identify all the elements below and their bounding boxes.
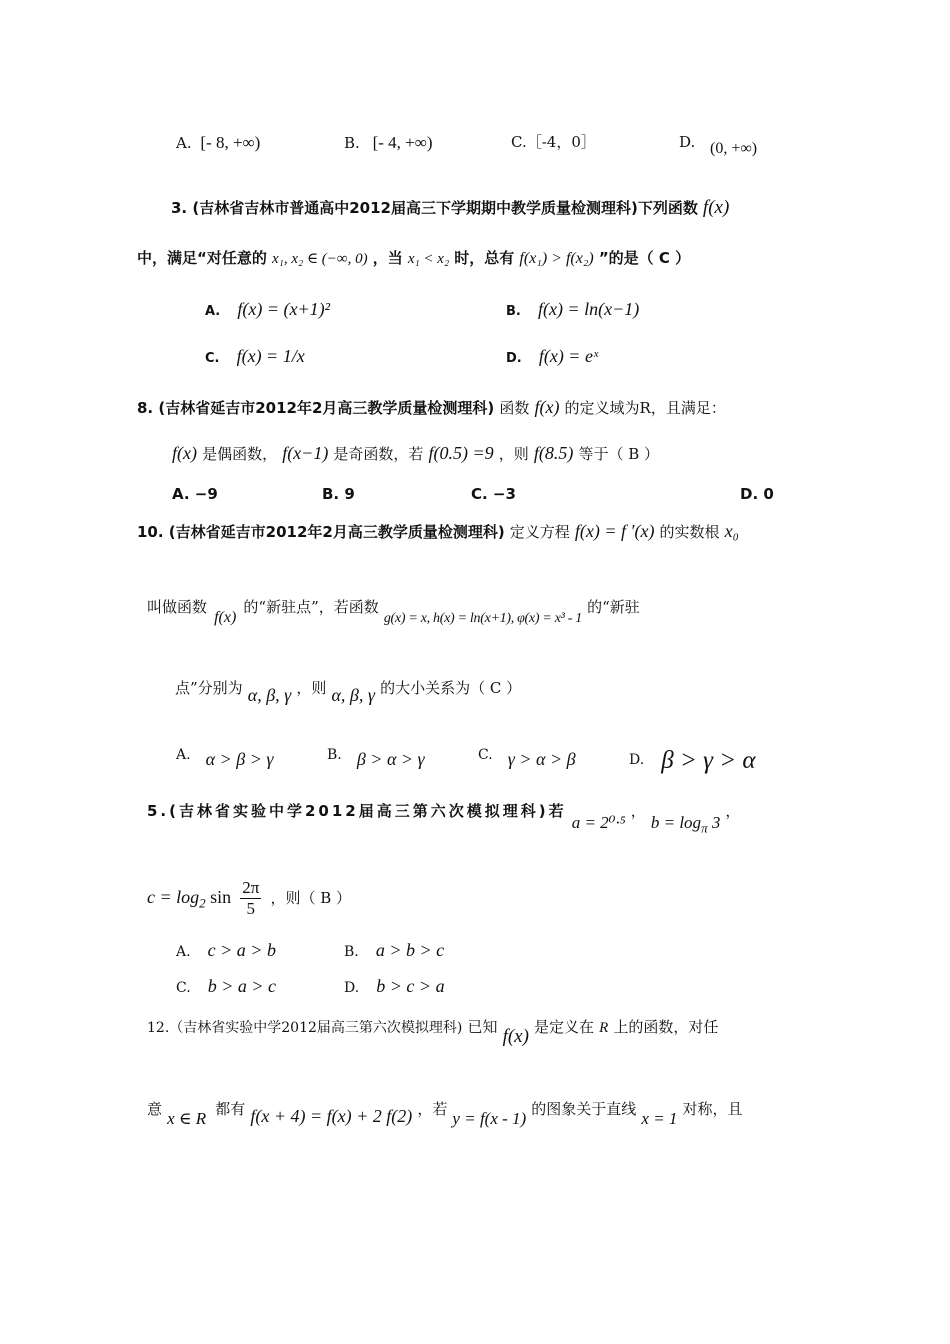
- q8-option-d: D. 0: [740, 485, 774, 503]
- q5-definition: $c = \log_2 \sin$ $\frac{2\pi}{5}$ ，则（ B ）: [147, 878, 351, 918]
- prev-option-a: A. [- 8, +∞): [176, 133, 261, 152]
- q5-heading: 5.(吉林省实验中学2012届高三第六次模拟理科)若 a = 2⁰·⁵ ， $b = \log_\pi 3$ ，: [147, 802, 741, 836]
- q3-option-d: D. f(x) = eˣ: [506, 346, 599, 366]
- q5-option-c: C. b > a > c: [176, 976, 277, 996]
- q3-option-a: A. f(x) = (x+1)²: [205, 299, 330, 319]
- q3-condition: 中，满足“对任意的 x₁, x₂ ∈ (−∞, 0) ，当 x₁ < x₂ 时，总有 f(x₁) > f(x₂) ”的是（ C ）: [137, 249, 691, 267]
- q8-option-b: B. 9: [322, 485, 355, 503]
- q12-heading: 12.（吉林省实验中学2012届高三第六次模拟理科) 已知 f(x) 是定义在 R 上的函数，对任: [147, 1018, 719, 1047]
- q3-heading: 3. (吉林省吉林市普通高中2012届高三下学期期中教学质量检测理科)下列函数 f(x): [171, 197, 730, 218]
- prev-option-b: B. [- 4, +∞): [344, 133, 433, 152]
- q3-option-b: B. f(x) = ln(x−1): [506, 299, 640, 319]
- q5-option-b: B. a > b > c: [344, 940, 445, 960]
- q3-option-c: C. f(x) = 1/x: [205, 346, 305, 366]
- q10-question: 点”分别为 α, β, γ ，则 α, β, γ 的大小关系为（ C ）: [175, 679, 522, 705]
- q10-option-a: A. α > β > γ: [176, 747, 274, 769]
- prev-option-c: C.［-4，0］: [511, 133, 596, 151]
- q8-heading: 8. (吉林省延吉市2012年2月高三教学质量检测理科) 函数 f(x) 的定义域为R，且满足：: [137, 397, 726, 417]
- q10-option-b: B. β > α > γ: [327, 747, 425, 769]
- q10-option-c: C. γ > α > β: [478, 747, 576, 769]
- q5-option-a: A. c > a > b: [176, 940, 276, 960]
- q5-option-d: D. b > c > a: [344, 976, 445, 996]
- q5-fraction: $\frac{2\pi}{5}$: [242, 878, 260, 918]
- prev-option-d: D. (0, +∞): [679, 133, 758, 157]
- q10-heading: 10. (吉林省延吉市2012年2月高三教学质量检测理科) 定义方程 f(x) = f ′(x) 的实数根 x₀: [137, 521, 739, 541]
- q10-option-d: D. β > γ > α: [629, 747, 756, 774]
- q10-definition: 叫做函数 f(x) 的“新驻点”，若函数 g(x) = x, h(x) = ln(x+1), φ(x) = x³ - 1 的“新驻: [147, 598, 640, 626]
- q8-option-a: A. −9: [172, 485, 218, 503]
- q12-condition: 意 x ∈ R 都有 f(x + 4) = f(x) + 2 f(2) ，若 y = f(x - 1) 的图象关于直线 x = 1 对称，且: [147, 1100, 743, 1128]
- q8-condition: f(x) 是偶函数， f(x−1) 是奇函数，若 f(0.5) =9 ，则 f(8.5) 等于（ B ）: [172, 443, 660, 463]
- q8-option-c: C. −3: [471, 485, 516, 503]
